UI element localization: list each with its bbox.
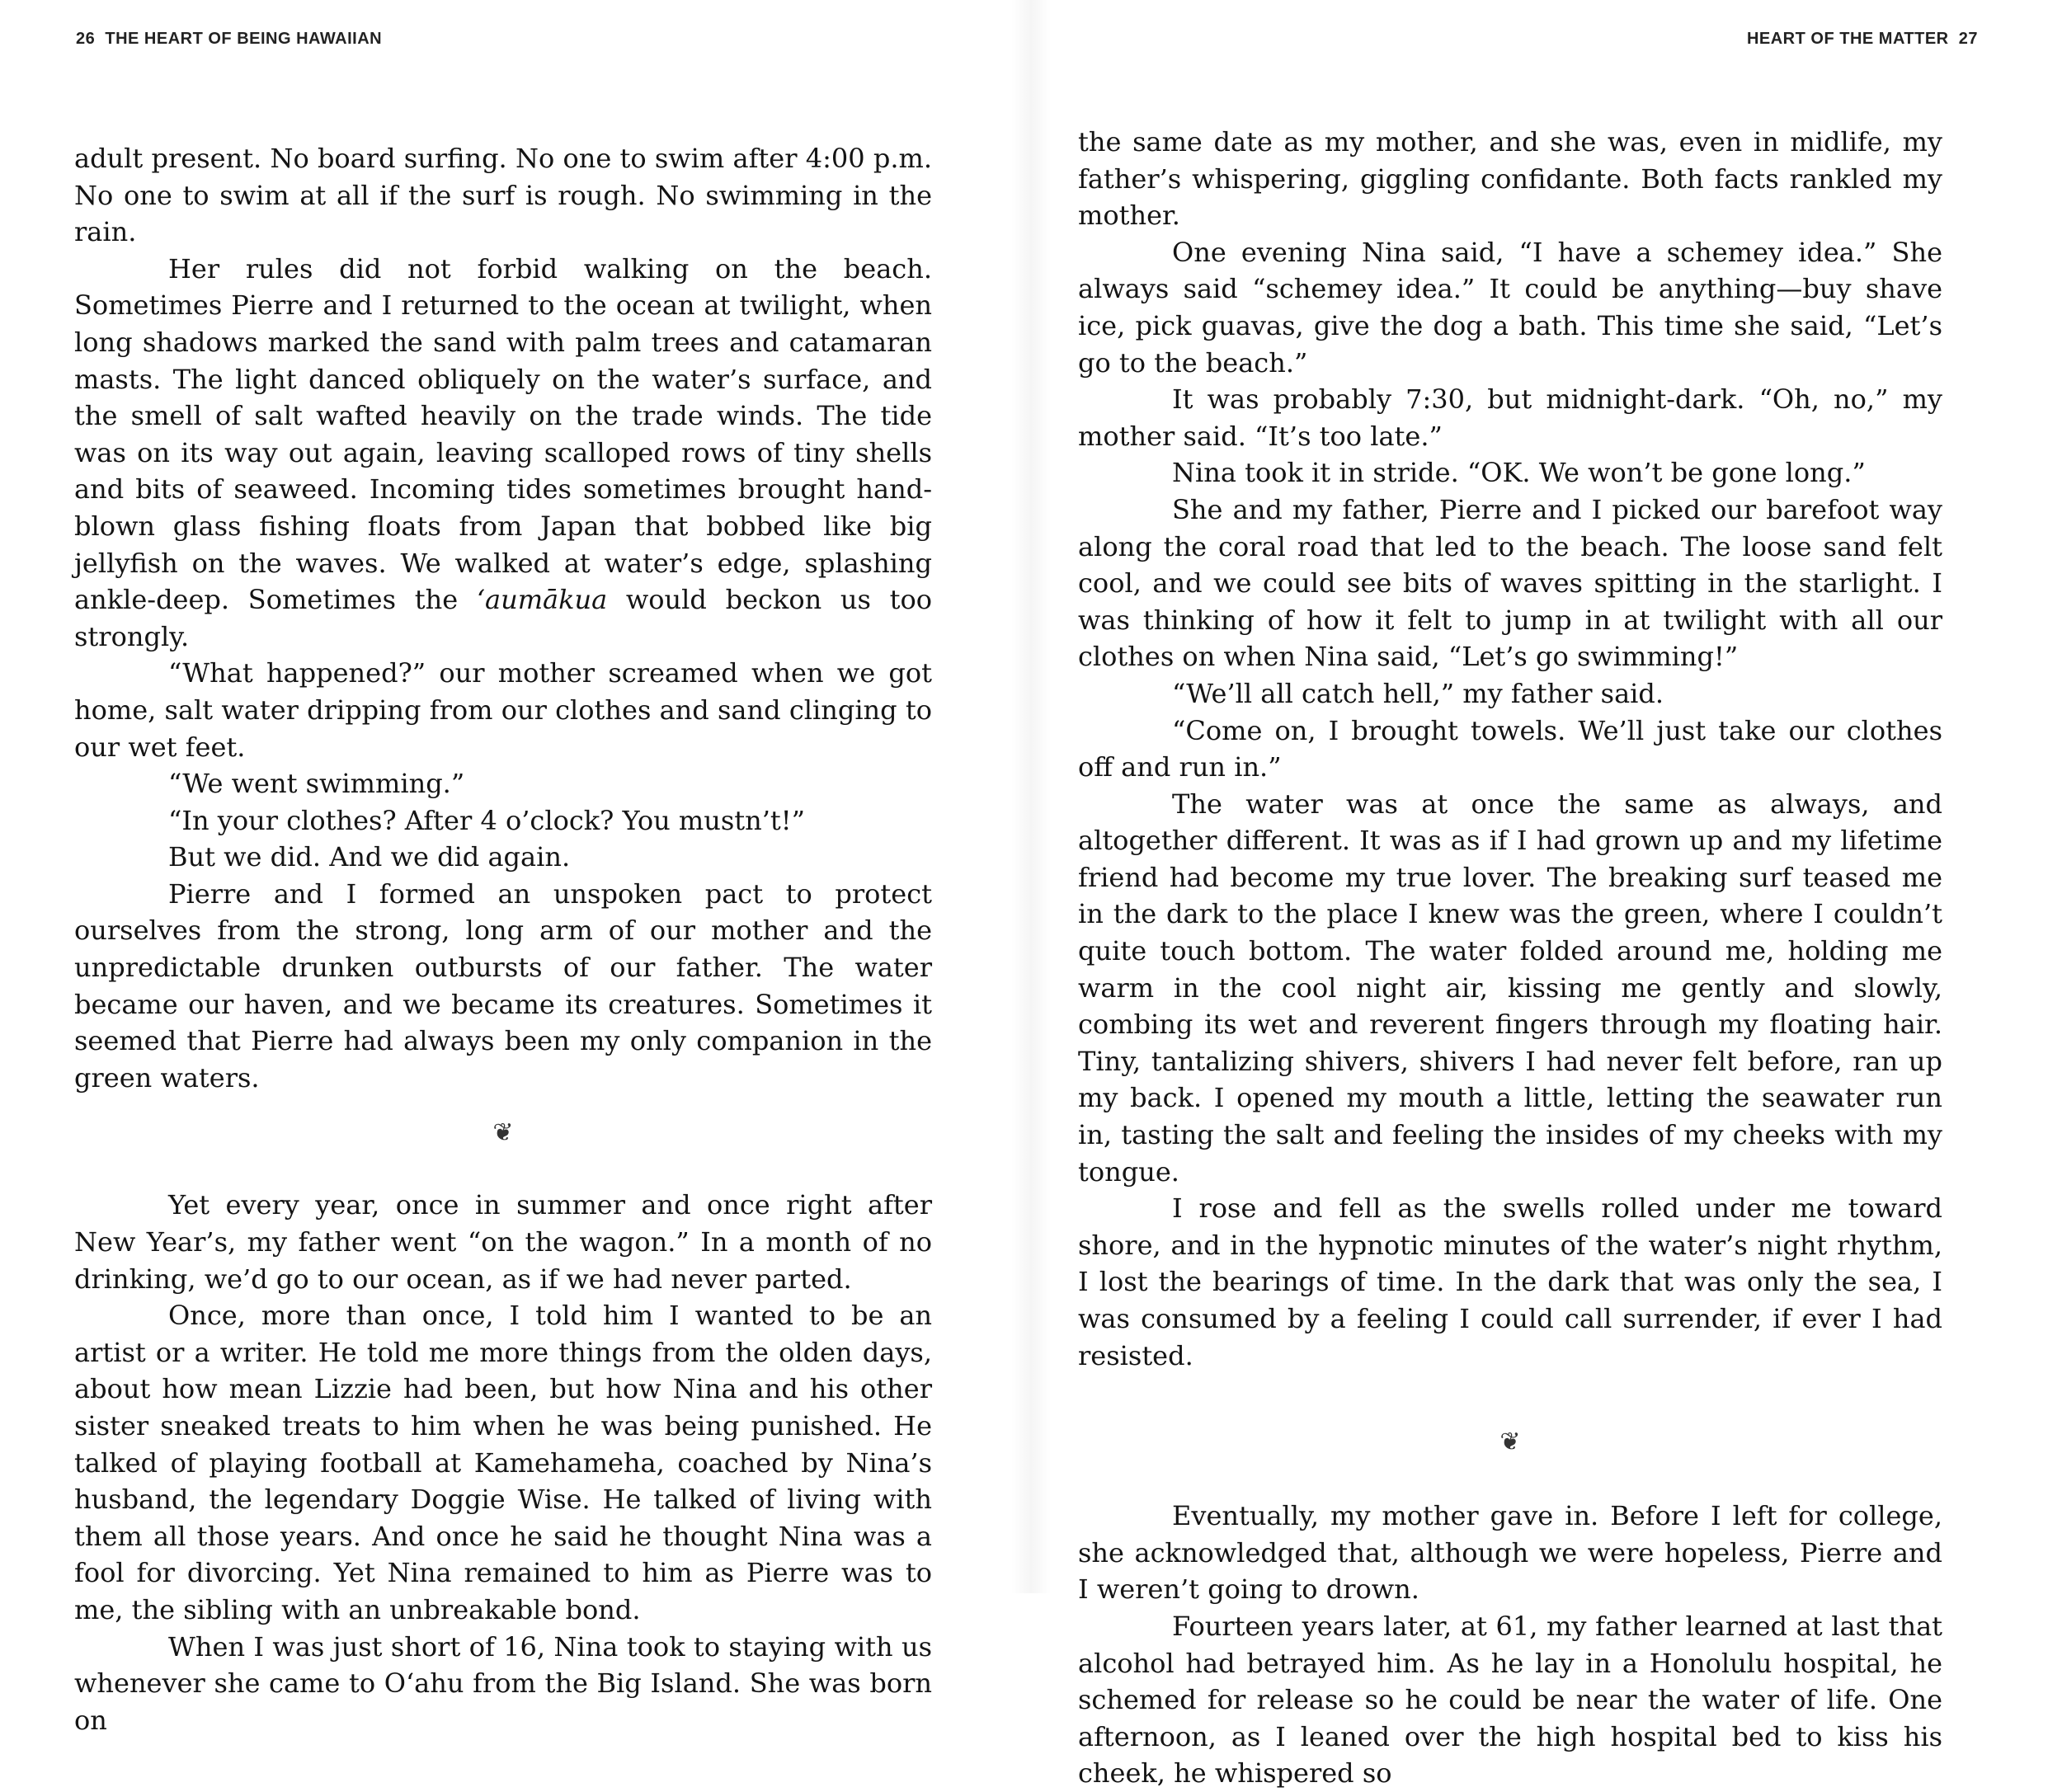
right-text-block [1078, 124, 1942, 1792]
right-paragraph-5: She and my father, Pierre and I picked our barefoot way along the coral road that led to the beach. The loose sand felt cool, and we could see bits of waves spitting in the starlight. I was thinking of how it felt to jump in at twilight with all our clothes on when Nina said, “Let’s go swimming!” [1078, 493, 1942, 673]
left-paragraph-6: But we did. And we did again. [168, 841, 571, 873]
left-page-number: 26 [76, 30, 96, 48]
right-paragraph-7: “Come on, I brought towels. We’ll just take our clothes off and run in.” [1078, 714, 1942, 783]
section-gap-right [1078, 1484, 1942, 1498]
left-running-title: THE HEART OF BEING HAWAIIAN [105, 30, 383, 48]
right-paragraph-6: “We’ll all catch hell,” my father said. [1172, 677, 1664, 709]
right-paragraph-1: the same date as my mother, and she was, even in midlife, my father’s whispering, giggling confidante. Both facts rankled my mother. [1078, 126, 1942, 232]
right-paragraph-3: It was probably 7:30, but midnight-dark. “Oh, no,” my mother said. “It’s too late.” [1078, 383, 1942, 452]
left-paragraph-3: “What happened?” our mother screamed when we got home, salt water dripping from our clothes and sand clinging to our wet feet. [74, 657, 932, 763]
right-running-head [1747, 30, 1978, 49]
right-page-number: 27 [1958, 30, 1978, 48]
right-paragraph-8: The water was at once the same as always, and altogether different. It was as if I had grown up and my lifetime friend had become my true lover. The breaking surf teased me in the dark to the place I knew was the green, where I couldn’t quite touch bottom. The water folded around me, holding me warm in the cool night air, kissing me gently and slowly, combing its wet and reverent fingers through my floating hair. Tiny, tantalizing shivers, shivers I had never felt before, ran up my back. I opened my mouth a little, letting the seawater run in, tasting the salt and feeling the insides of my cheeks with my tongue. [1078, 788, 1942, 1188]
right-paragraph-10: Eventually, my mother gave in. Before I left for college, she acknowledged that, although we were hopeless, Pierre and I weren’t going to drown. [1078, 1500, 1942, 1606]
right-paragraph-2: One evening Nina said, “I have a schemey idea.” She always said “schemey idea.” It could be anything—buy shave ice, pick guavas, give the dog a bath. This time she said, “Let’s go to the beach.” [1078, 236, 1942, 379]
left-paragraph-7: Pierre and I formed an unspoken pact to protect ourselves from the strong, long arm of our mother and the unpredictable drunken outbursts of our father. The water became our haven, and we became its creatures. Sometimes it seemed that Pierre had always been my only companion in the green waters. [74, 877, 932, 1094]
left-paragraph-9: Once, more than once, I told him I wanted to be an artist or a writer. He told me more things from the olden days, about how mean Lizzie had been, but how Nina and his other sister sneaked treats to him when he was being punished. He talked of playing football at Kamehameha, coached by Nina’s husband, the legendary Doggie Wise. He talked of living with them all those years. And once he said he thought Nina was a fool for divorcing. Yet Nina remained to him as Pierre was to me, the sibling with an unbreakable bond. [74, 1300, 932, 1625]
right-page [1031, 0, 2062, 1790]
left-paragraph-1: adult present. No board surfing. No one to swim after 4:00 p.m. No one to swim at all if the surf is rough. No swimming in the rain. [74, 143, 932, 248]
section-break-ornament-icon: ❦ [492, 1118, 514, 1148]
left-running-head [76, 30, 382, 49]
right-running-title: HEART OF THE MATTER [1746, 30, 1949, 48]
left-paragraph-2 [74, 251, 932, 656]
left-text-block [74, 140, 932, 1738]
right-paragraph-11: Fourteen years later, at 61, my father learned at last that alcohol had betrayed him. As he lay in a Honolulu hospital, he schemed for release so he could be near the water of life. One afternoon, as I leaned over the high hospital bed to kiss his cheek, he whispered so [1078, 1610, 1942, 1790]
right-paragraph-9: I rose and fell as the swells rolled under me toward shore, and in the hypnotic minutes of the water’s night rhythm, I lost the bearings of time. In the dark that was only the sea, I was consumed by a feeling I could call surrender, if ever I had resisted. [1078, 1192, 1942, 1371]
left-paragraph-5: “In your clothes? After 4 o’clock? You mustn’t!” [168, 804, 805, 836]
section-break-ornament-icon-right: ❦ [1499, 1427, 1521, 1457]
left-paragraph-8: Yet every year, once in summer and once right after New Year’s, my father went “on the wagon.” In a month of no drinking, we’d go to our ocean, as if we had never parted. [74, 1189, 932, 1295]
left-page [0, 0, 1031, 1736]
aumakua-term: ‘aumākua [476, 584, 608, 616]
right-paragraph-4: Nina took it in stride. “OK. We won’t be gone long.” [1172, 457, 1866, 489]
left-paragraph-2-end: would beckon us too strongly. [74, 584, 933, 652]
left-paragraph-10: When I was just short of 16, Nina took to staying with us whenever she came to O‘ahu from the Big Island. She was born on [74, 1630, 932, 1736]
section-gap [74, 1170, 932, 1187]
left-paragraph-2-text: Her rules did not forbid walking on the beach. Sometimes Pierre and I returned to the ocean at twilight, when long shadows marked the sand with palm trees and catamaran masts. The light danced obliquely on the water’s surface, and the smell of salt wafted heavily on the trade winds. The tide was on its way out again, leaving scalloped rows of tiny shells and bits of seaweed. Incoming tides sometimes brought hand-blown glass fishing floats from Japan that bobbed like big jellyfish on the waves. We walked at water’s edge, splashing ankle-deep. Sometimes the [74, 252, 932, 616]
left-paragraph-4: “We went swimming.” [168, 768, 465, 800]
